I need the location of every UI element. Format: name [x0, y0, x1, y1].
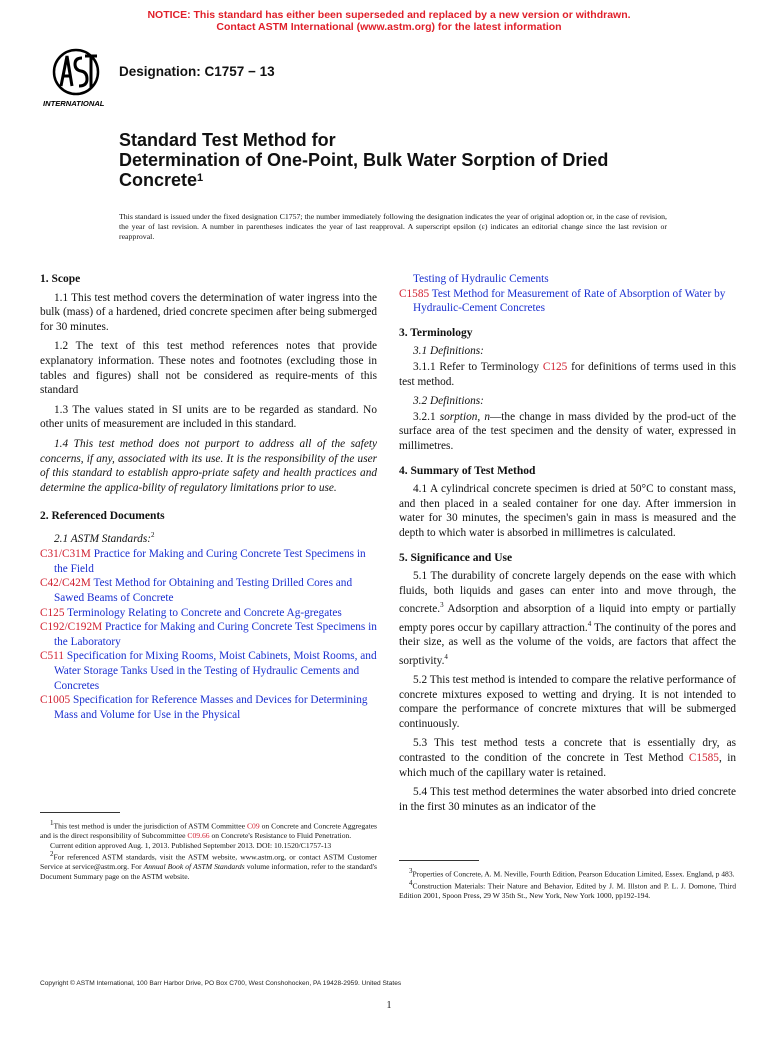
title-line-3 [119, 170, 719, 190]
ref-title[interactable]: Specification for Reference Masses and Devices for Determining Mass and Volume for Use in the Physical [54, 694, 368, 721]
para-5-3-a: 5.3 This test method tests a concrete that is essentially dry, as contrasted to the condition of the concrete in Test Method [399, 737, 736, 764]
designation: Designation: C1757 − 13 [119, 64, 275, 79]
right-footnotes [399, 860, 736, 901]
para-3-1-1-b: for definitions of terms used in this test method. [399, 360, 736, 388]
section-4-heading: 4. Summary of Test Method [399, 464, 536, 477]
term-sorption: sorption, n [439, 410, 490, 423]
ref-c192[interactable] [40, 620, 377, 649]
para-1-1: 1.1 This test method covers the determination of water ingress into the bulk (mass) of a hardened, dried concrete specimen after being submerged for 30 minutes. [40, 291, 377, 333]
footnote-3 [399, 867, 736, 879]
footnote-1-mark: 1 [50, 819, 54, 827]
ref-code[interactable]: C192/C192M [40, 621, 103, 634]
notice-line-2: Contact ASTM International (www.astm.org) for the latest information [216, 21, 562, 33]
ref-title[interactable]: Terminology Relating to Concrete and Concrete Ag-gregates [67, 606, 342, 619]
footnote-3-text: Properties of Concrete, A. M. Neville, Fourth Edition, Pearson Education Limited, Essex. England, p 483. [412, 869, 735, 879]
definitions-label: 3.1 Definitions: [413, 345, 484, 358]
c125-link[interactable]: C125 [542, 360, 568, 373]
footnote-1-text-c: on Concrete's Resistance to Fluid Penetration. [209, 831, 352, 841]
para-3-2-1 [399, 410, 736, 454]
para-5-1-a: 5.1 The durability of concrete largely depends on the ease with which fluids, both liquids and gases can enter into and move through, the concrete. [399, 570, 736, 616]
ref-code[interactable]: C511 [40, 650, 65, 663]
para-5-4: 5.4 This test method determines the water absorbed into dried concrete in the first 30 minutes as an indicator of the [399, 786, 736, 813]
title-footnote-mark: 1 [197, 172, 204, 184]
section-1-heading: 1. Scope [40, 273, 81, 285]
subcommittee-link-c0966[interactable]: C09.66 [187, 831, 210, 841]
document-title [119, 130, 719, 190]
copyright-line: Copyright © ASTM International, 100 Barr Harbor Drive, PO Box C700, West Conshohocken, PA 19428-2959. United States [40, 980, 402, 987]
ref-c511[interactable] [40, 649, 377, 693]
para-5-1-c: The continuity of the pores and their size, as well as the volume of the voids, are factors that affect the sorptivity. [399, 621, 736, 667]
para-3-1-1-a: 3.1.1 Refer to Terminology [413, 360, 543, 373]
left-footnotes [40, 812, 377, 882]
ref-c42[interactable] [40, 576, 377, 605]
footnote-mark-2: 2 [150, 530, 155, 539]
footnote-mark-4a: 4 [587, 619, 592, 628]
ref-title[interactable]: Test Method for Obtaining and Testing Drilled Cores and Sawed Beams of Concrete [54, 577, 353, 605]
footnote-rule [40, 812, 120, 813]
para-5-2: 5.2 This test method is intended to compare the relative performance of concrete mixtures exposed to wetting and drying. It is not intended to compare the performance of concrete mixtures that will be submerged continuously. [399, 673, 736, 730]
para-5-3 [399, 736, 736, 780]
committee-link-c09[interactable]: C09 [246, 821, 260, 831]
footnote-4-mark: 4 [409, 879, 413, 888]
astm-logo [41, 46, 111, 108]
footnote-1-text-a: This test method is under the jurisdiction of ASTM Committee [53, 821, 247, 831]
withdrawal-notice [0, 9, 778, 33]
footnote-2-mark: 2 [50, 850, 54, 859]
ref-title-continued[interactable]: Testing of Hydraulic Cements [413, 273, 549, 285]
left-column [40, 272, 377, 722]
footnote-rule-right [399, 860, 479, 861]
footnote-mark-3: 3 [440, 601, 444, 610]
para-3-1 [399, 344, 736, 359]
ref-c125[interactable] [40, 606, 377, 621]
footnote-3-mark: 3 [409, 867, 413, 875]
para-3-2-1-num: 3.2.1 [413, 410, 440, 423]
ref-code[interactable]: C1005 [40, 694, 71, 707]
section-2-heading: 2. Referenced Documents [40, 510, 165, 523]
definitions-label-2: 3.2 Definitions: [413, 395, 484, 408]
ref-code[interactable]: C31/C31M [40, 548, 91, 561]
para-3-2-1-text: —the change in mass divided by the prod-uct of the surface area of the test specimen and the density of water, expressed in millimetres. [399, 410, 736, 452]
right-column [399, 272, 736, 819]
ref-title[interactable]: Test Method for Measurement of Rate of Absorption of Water by Hydraulic-Cement Concretes [413, 287, 726, 315]
logo-wordmark: INTERNATIONAL [43, 99, 105, 108]
para-5-3-b: , in which much of the capillary water is retained. [399, 751, 737, 779]
ref-c1005[interactable] [40, 693, 377, 722]
para-1-3: 1.3 The values stated in SI units are to be regarded as standard. No other units of measurement are included in this standard. [40, 403, 377, 431]
ref-code[interactable]: C125 [40, 606, 65, 619]
title-line-3-text: Concrete [119, 170, 198, 190]
ref-c31[interactable] [40, 547, 377, 576]
para-1-4: 1.4 This test method does not purport to address all of the safety concerns, if any, associated with its use. It is the responsibility of the user of this standard to establish appro-priate safety and health practices and determine the applica-bility of regulatory limitations prior to use. [40, 437, 377, 494]
issuance-statement: This standard is issued under the fixed designation C1757; the number immediately following the designation indicates the year of original adoption or, in the case of revision, the year of last revision. A number in parentheses indicates the year of last reapproval. A superscript epsilon (ε) indicates an editorial change since the last revision or reapproval. [119, 212, 667, 241]
notice-line-1: NOTICE: This standard has either been superseded and replaced by a new version or withdrawn. [147, 9, 631, 21]
para-2-1 [40, 528, 377, 546]
para-5-1-b: Adsorption and absorption of a liquid into empty or partially empty pores occur by capillary attraction. [399, 603, 736, 634]
ref-code[interactable]: C1585 [399, 287, 430, 300]
c1585-link[interactable]: C1585 [688, 751, 719, 764]
astm-logo-icon [41, 46, 111, 108]
footnote-2 [40, 850, 377, 881]
para-3-2 [399, 394, 736, 409]
title-line-2: Determination of One-Point, Bulk Water Sorption of Dried [119, 150, 609, 170]
footnote-2-text-b: volume information, refer to the standard's Document Summary page on the ASTM website. [40, 862, 378, 882]
para-5-1 [399, 569, 736, 668]
section-3-heading: 3. Terminology [399, 326, 473, 339]
footnote-mark-4b: 4 [444, 652, 448, 661]
footnote-1-text-b: on Concrete and Concrete Aggregates and is the direct responsibility of Subcommittee [40, 821, 378, 841]
ref-c1585[interactable] [399, 287, 736, 316]
footnote-2-text-a: For referenced ASTM standards, visit the ASTM website, www.astm.org, or contact ASTM Customer Service at service@astm.org. For [40, 852, 377, 872]
ref-title[interactable]: Practice for Making and Curing Concrete Test Specimens in the Field [54, 548, 366, 575]
para-1-2: 1.2 The text of this test method references notes that provide explanatory information. These notes and footnotes (excluding those in tables and figures) shall not be considered as require-ments of this standard [40, 340, 377, 397]
section-5-heading: 5. Significance and Use [399, 551, 513, 564]
footnote-2-italic: Annual Book of ASTM Standards [143, 862, 245, 872]
title-line-1: Standard Test Method for [119, 130, 336, 150]
ref-c1005-continued[interactable] [399, 272, 736, 287]
ref-title[interactable]: Practice for Making and Curing Concrete Test Specimens in the Laboratory [54, 621, 377, 648]
page-number: 1 [386, 1000, 392, 1011]
para-4-1: 4.1 A cylindrical concrete specimen is dried at 50°C to constant mass, and then placed in a sealed container for one day. After immersion in water for 30 minutes, the specimen's gain in mass is measured and the depth to which water is absorbed in millimetres is calculated. [399, 483, 736, 539]
current-edition-note: Current edition approved Aug. 1, 2013. Published September 2013. DOI: 10.1520/C1757-13 [50, 840, 332, 850]
ref-code[interactable]: C42/C42M [40, 577, 91, 590]
para-3-1-1 [399, 360, 736, 389]
astm-standards-label: 2.1 ASTM Standards: [54, 532, 151, 545]
footnote-4-text: Construction Materials: Their Nature and Behavior, Edited by J. M. Illston and P. L. J. Domone, Third Edition 2001, Spoon Press, 29 W 35th St., New York, New York 1000, pp192-194. [399, 881, 736, 901]
ref-title[interactable]: Specification for Mixing Rooms, Moist Cabinets, Moist Rooms, and Water Storage Tanks Used in the Testing of Hydraulic Cements and Concretes [54, 650, 377, 692]
footnote-1 [40, 819, 377, 841]
footnote-4 [399, 879, 736, 901]
